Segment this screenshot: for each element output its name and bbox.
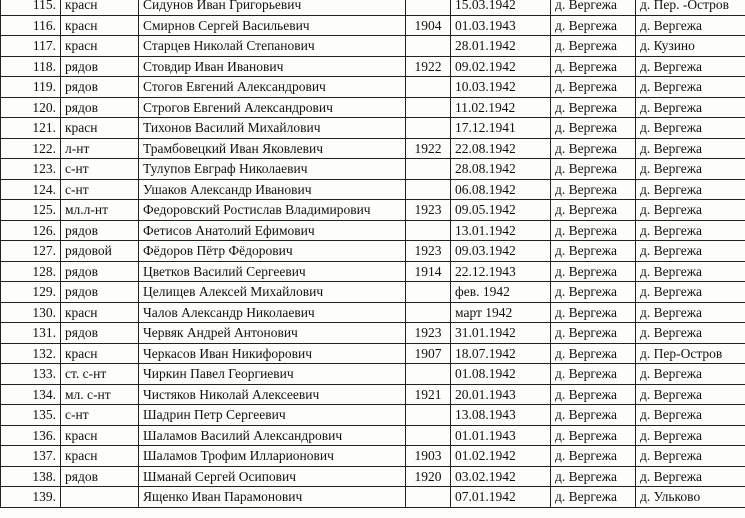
- table-row: [1, 159, 745, 180]
- birth-year-cell: [406, 364, 451, 385]
- birth-year-cell: 1904: [406, 15, 451, 36]
- military-rank-cell: рядов: [61, 323, 139, 344]
- birth-year-cell: [406, 77, 451, 98]
- burial-place-cell: д. Вергежа: [551, 0, 636, 15]
- table-row: [1, 343, 745, 364]
- reburial-place-cell: д. Вергежа: [636, 446, 745, 467]
- table-row: [1, 220, 745, 241]
- table-row: [1, 487, 745, 508]
- military-rank-cell: с-нт: [61, 179, 139, 200]
- row-number-cell: 132.: [1, 343, 61, 364]
- full-name-cell: Сидунов Иван Григорьевич: [139, 0, 406, 15]
- reburial-place-cell: д. Вергежа: [636, 241, 745, 262]
- row-number-cell: 133.: [1, 364, 61, 385]
- birth-year-cell: 1920: [406, 466, 451, 487]
- death-date-cell: 03.02.1942: [451, 466, 551, 487]
- military-rank-cell: [61, 487, 139, 508]
- table-row: [1, 0, 745, 15]
- row-number-cell: 127.: [1, 241, 61, 262]
- reburial-place-cell: д. Вергежа: [636, 56, 745, 77]
- reburial-place-cell: д. Вергежа: [636, 302, 745, 323]
- military-rank-cell: красн: [61, 118, 139, 139]
- burial-place-cell: д. Вергежа: [551, 179, 636, 200]
- table-row: [1, 384, 745, 405]
- military-rank-cell: рядов: [61, 220, 139, 241]
- birth-year-cell: 1922: [406, 56, 451, 77]
- military-rank-cell: рядов: [61, 77, 139, 98]
- death-date-cell: 28.08.1942: [451, 159, 551, 180]
- death-date-cell: 15.03.1942: [451, 0, 551, 15]
- row-number-cell: 130.: [1, 302, 61, 323]
- table-row: [1, 302, 745, 323]
- full-name-cell: Трамбовецкий Иван Яковлевич: [139, 138, 406, 159]
- birth-year-cell: 1903: [406, 446, 451, 467]
- full-name-cell: Ященко Иван Парамонович: [139, 487, 406, 508]
- row-number-cell: 117.: [1, 36, 61, 57]
- burial-place-cell: д. Вергежа: [551, 446, 636, 467]
- birth-year-cell: [406, 97, 451, 118]
- burial-place-cell: д. Вергежа: [551, 159, 636, 180]
- burial-place-cell: д. Вергежа: [551, 261, 636, 282]
- birth-year-cell: [406, 179, 451, 200]
- birth-year-cell: [406, 0, 451, 15]
- military-rank-cell: рядов: [61, 56, 139, 77]
- reburial-place-cell: д. Вергежа: [636, 15, 745, 36]
- reburial-place-cell: д. Вергежа: [636, 466, 745, 487]
- full-name-cell: Фетисов Анатолий Ефимович: [139, 220, 406, 241]
- row-number-cell: 120.: [1, 97, 61, 118]
- burial-place-cell: д. Вергежа: [551, 36, 636, 57]
- death-date-cell: 01.02.1942: [451, 446, 551, 467]
- reburial-place-cell: д. Вергежа: [636, 220, 745, 241]
- full-name-cell: Строгов Евгений Александрович: [139, 97, 406, 118]
- table-row: [1, 15, 745, 36]
- reburial-place-cell: д. Вергежа: [636, 159, 745, 180]
- row-number-cell: 138.: [1, 466, 61, 487]
- burial-place-cell: д. Вергежа: [551, 364, 636, 385]
- table-row: [1, 364, 745, 385]
- burial-place-cell: д. Вергежа: [551, 425, 636, 446]
- reburial-place-cell: д. Кузино: [636, 36, 745, 57]
- birth-year-cell: [406, 425, 451, 446]
- full-name-cell: Ушаков Александр Иванович: [139, 179, 406, 200]
- full-name-cell: Чалов Александр Николаевич: [139, 302, 406, 323]
- row-number-cell: 118.: [1, 56, 61, 77]
- death-date-cell: 28.01.1942: [451, 36, 551, 57]
- birth-year-cell: [406, 159, 451, 180]
- burial-place-cell: д. Вергежа: [551, 200, 636, 221]
- full-name-cell: Чистяков Николай Алексеевич: [139, 384, 406, 405]
- burial-place-cell: д. Вергежа: [551, 343, 636, 364]
- table-row: [1, 77, 745, 98]
- military-rank-cell: красн: [61, 425, 139, 446]
- birth-year-cell: [406, 36, 451, 57]
- birth-year-cell: [406, 118, 451, 139]
- reburial-place-cell: д. Пер. -Остров: [636, 0, 745, 15]
- full-name-cell: Целищев Алексей Михайлович: [139, 282, 406, 303]
- military-rank-cell: с-нт: [61, 159, 139, 180]
- table-row: [1, 446, 745, 467]
- military-rank-cell: красн: [61, 343, 139, 364]
- row-number-cell: 129.: [1, 282, 61, 303]
- death-date-cell: 18.07.1942: [451, 343, 551, 364]
- full-name-cell: Шаламов Василий Александрович: [139, 425, 406, 446]
- death-date-cell: 17.12.1941: [451, 118, 551, 139]
- reburial-place-cell: д. Вергежа: [636, 384, 745, 405]
- birth-year-cell: 1923: [406, 200, 451, 221]
- death-date-cell: 01.08.1942: [451, 364, 551, 385]
- birth-year-cell: [406, 487, 451, 508]
- military-rank-cell: красн: [61, 0, 139, 15]
- row-number-cell: 124.: [1, 179, 61, 200]
- birth-year-cell: [406, 405, 451, 426]
- death-date-cell: 09.03.1942: [451, 241, 551, 262]
- burial-place-cell: д. Вергежа: [551, 405, 636, 426]
- row-number-cell: 121.: [1, 118, 61, 139]
- burial-place-cell: д. Вергежа: [551, 220, 636, 241]
- death-date-cell: 22.08.1942: [451, 138, 551, 159]
- table-row: [1, 138, 745, 159]
- full-name-cell: Стовдир Иван Иванович: [139, 56, 406, 77]
- burial-place-cell: д. Вергежа: [551, 302, 636, 323]
- death-date-cell: март 1942: [451, 302, 551, 323]
- row-number-cell: 131.: [1, 323, 61, 344]
- military-rank-cell: л-нт: [61, 138, 139, 159]
- reburial-place-cell: д. Вергежа: [636, 138, 745, 159]
- table-row: [1, 405, 745, 426]
- reburial-place-cell: д. Вергежа: [636, 405, 745, 426]
- row-number-cell: 115.: [1, 0, 61, 15]
- death-date-cell: 11.02.1942: [451, 97, 551, 118]
- death-date-cell: 13.01.1942: [451, 220, 551, 241]
- reburial-place-cell: д. Вергежа: [636, 425, 745, 446]
- table-row: [1, 56, 745, 77]
- full-name-cell: Шадрин Петр Сергеевич: [139, 405, 406, 426]
- full-name-cell: Тулупов Евграф Николаевич: [139, 159, 406, 180]
- table-row: [1, 36, 745, 57]
- full-name-cell: Шаламов Трофим Илларионович: [139, 446, 406, 467]
- military-rank-cell: рядов: [61, 282, 139, 303]
- reburial-place-cell: д. Вергежа: [636, 261, 745, 282]
- burial-place-cell: д. Вергежа: [551, 97, 636, 118]
- birth-year-cell: 1914: [406, 261, 451, 282]
- row-number-cell: 126.: [1, 220, 61, 241]
- table-row: [1, 179, 745, 200]
- row-number-cell: 116.: [1, 15, 61, 36]
- burial-place-cell: д. Вергежа: [551, 282, 636, 303]
- reburial-place-cell: д. Вергежа: [636, 97, 745, 118]
- military-rank-cell: красн: [61, 446, 139, 467]
- row-number-cell: 139.: [1, 487, 61, 508]
- military-rank-cell: ст. с-нт: [61, 364, 139, 385]
- reburial-place-cell: д. Вергежа: [636, 179, 745, 200]
- death-date-cell: 09.02.1942: [451, 56, 551, 77]
- military-rank-cell: рядов: [61, 466, 139, 487]
- reburial-place-cell: д. Вергежа: [636, 200, 745, 221]
- burial-place-cell: д. Вергежа: [551, 56, 636, 77]
- death-date-cell: 10.03.1942: [451, 77, 551, 98]
- military-rank-cell: рядов: [61, 261, 139, 282]
- table-row: [1, 282, 745, 303]
- military-rank-cell: мл.л-нт: [61, 200, 139, 221]
- birth-year-cell: 1922: [406, 138, 451, 159]
- burial-place-cell: д. Вергежа: [551, 77, 636, 98]
- reburial-place-cell: д. Вергежа: [636, 118, 745, 139]
- table-row: [1, 118, 745, 139]
- full-name-cell: Чиркин Павел Георгиевич: [139, 364, 406, 385]
- military-rank-cell: красн: [61, 302, 139, 323]
- birth-year-cell: 1923: [406, 323, 451, 344]
- birth-year-cell: 1907: [406, 343, 451, 364]
- burial-place-cell: д. Вергежа: [551, 323, 636, 344]
- row-number-cell: 136.: [1, 425, 61, 446]
- birth-year-cell: [406, 302, 451, 323]
- death-date-cell: фев. 1942: [451, 282, 551, 303]
- death-date-cell: 07.01.1942: [451, 487, 551, 508]
- reburial-place-cell: д. Вергежа: [636, 77, 745, 98]
- birth-year-cell: [406, 282, 451, 303]
- table-row: [1, 241, 745, 262]
- table-row: [1, 466, 745, 487]
- full-name-cell: Смирнов Сергей Васильевич: [139, 15, 406, 36]
- row-number-cell: 119.: [1, 77, 61, 98]
- full-name-cell: Федоровский Ростислав Владимирович: [139, 200, 406, 221]
- military-rank-cell: с-нт: [61, 405, 139, 426]
- burial-place-cell: д. Вергежа: [551, 466, 636, 487]
- full-name-cell: Фёдоров Пётр Фёдорович: [139, 241, 406, 262]
- birth-year-cell: [406, 220, 451, 241]
- burial-place-cell: д. Вергежа: [551, 15, 636, 36]
- military-rank-cell: рядовой: [61, 241, 139, 262]
- death-date-cell: 22.12.1943: [451, 261, 551, 282]
- reburial-place-cell: д. Вергежа: [636, 282, 745, 303]
- death-date-cell: 31.01.1942: [451, 323, 551, 344]
- table-row: [1, 200, 745, 221]
- burial-place-cell: д. Вергежа: [551, 118, 636, 139]
- military-rank-cell: мл. с-нт: [61, 384, 139, 405]
- death-date-cell: 06.08.1942: [451, 179, 551, 200]
- table-row: [1, 323, 745, 344]
- death-date-cell: 01.03.1943: [451, 15, 551, 36]
- reburial-place-cell: д. Пер-Остров: [636, 343, 745, 364]
- death-date-cell: 01.01.1943: [451, 425, 551, 446]
- full-name-cell: Черкасов Иван Никифорович: [139, 343, 406, 364]
- burial-place-cell: д. Вергежа: [551, 384, 636, 405]
- death-date-cell: 13.08.1943: [451, 405, 551, 426]
- death-date-cell: 09.05.1942: [451, 200, 551, 221]
- row-number-cell: 125.: [1, 200, 61, 221]
- row-number-cell: 137.: [1, 446, 61, 467]
- burial-place-cell: д. Вергежа: [551, 241, 636, 262]
- military-rank-cell: красн: [61, 36, 139, 57]
- military-rank-cell: рядов: [61, 97, 139, 118]
- full-name-cell: Цветков Василий Сергеевич: [139, 261, 406, 282]
- table-row: [1, 261, 745, 282]
- burial-place-cell: д. Вергежа: [551, 487, 636, 508]
- full-name-cell: Старцев Николай Степанович: [139, 36, 406, 57]
- death-date-cell: 20.01.1943: [451, 384, 551, 405]
- full-name-cell: Червяк Андрей Антонович: [139, 323, 406, 344]
- birth-year-cell: 1921: [406, 384, 451, 405]
- table-row: [1, 97, 745, 118]
- full-name-cell: Шманай Сергей Осипович: [139, 466, 406, 487]
- reburial-place-cell: д. Вергежа: [636, 364, 745, 385]
- row-number-cell: 122.: [1, 138, 61, 159]
- full-name-cell: Тихонов Василий Михайлович: [139, 118, 406, 139]
- row-number-cell: 123.: [1, 159, 61, 180]
- burial-place-cell: д. Вергежа: [551, 138, 636, 159]
- reburial-place-cell: д. Ульково: [636, 487, 745, 508]
- reburial-place-cell: д. Вергежа: [636, 323, 745, 344]
- full-name-cell: Стогов Евгений Александрович: [139, 77, 406, 98]
- table-row: [1, 425, 745, 446]
- row-number-cell: 128.: [1, 261, 61, 282]
- row-number-cell: 134.: [1, 384, 61, 405]
- military-rank-cell: красн: [61, 15, 139, 36]
- registry-rows: [1, 0, 745, 507]
- row-number-cell: 135.: [1, 405, 61, 426]
- birth-year-cell: 1923: [406, 241, 451, 262]
